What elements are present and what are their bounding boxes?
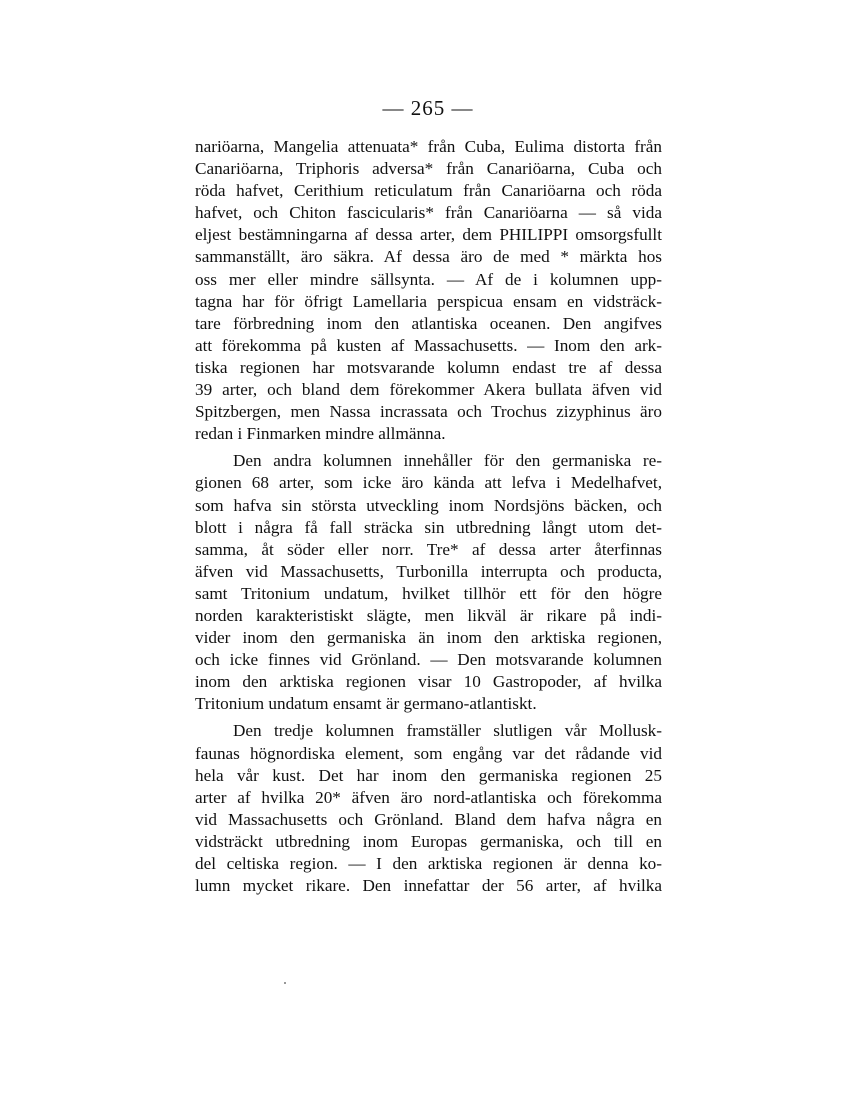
text-line: nariöarna, Mangelia attenuata* från Cuba, Eulima distorta från	[195, 137, 662, 156]
text-line: hafvet, och Chiton fascicularis* från Canariöarna — så vida	[195, 203, 662, 223]
text-line: att förekomma på kusten af Massachusetts. — Inom den ark-	[195, 335, 662, 355]
body-text	[195, 136, 662, 897]
text-line: samma, åt söder eller norr. Tre* af dessa arter återfinnas	[195, 539, 662, 559]
text-line: hela vår kust. Det har inom den germaniska regionen 25	[195, 765, 662, 785]
text-line: vider inom den germaniska än inom den arktiska regionen,	[195, 628, 662, 648]
text-line: eljest bestämningarna af dessa arter, dem PHILIPPI omsorgsfullt	[195, 225, 662, 245]
text-line: del celtiska region. — I den arktiska regionen är denna ko-	[195, 854, 662, 873]
text-line: gionen 68 arter, som icke äro kända att lefva i Medelhafvet,	[195, 473, 662, 493]
text-line: faunas högnordiska element, som engång var det rådande vid	[195, 743, 662, 763]
text-line: vid Massachusetts och Grönland. Bland dem hafva några en	[195, 809, 662, 829]
text-line: redan i Finmarken mindre allmänna.	[195, 424, 446, 444]
text-line: äfven vid Massachusetts, Turbonilla interrupta och producta,	[195, 561, 662, 581]
text-line: Den tredje kolumnen framställer slutligen vår Mollusk-	[233, 721, 662, 741]
text-line: tiska regionen har motsvarande kolumn endast tre af dessa	[195, 357, 662, 377]
text-line: tagna har för öfrigt Lamellaria perspicua ensam en vidsträck-	[195, 291, 662, 311]
text-line: Tritonium undatum ensamt är germano-atlantiskt.	[195, 694, 537, 714]
text-line: som hafva sin största utveckling inom Nordsjöns bäcken, och	[195, 495, 662, 515]
page-number: — 265 —	[382, 96, 474, 120]
text-line: lumn mycket rikare. Den innefattar der 56 arter, af hvilka	[195, 876, 662, 896]
paragraph-3	[195, 720, 662, 897]
paragraph-2	[195, 450, 662, 715]
text-line: oss mer eller mindre sällsynta. — Af de i kolumnen upp-	[195, 269, 662, 289]
text-line: blott i några få fall sträcka sin utbredning långt utom det-	[195, 517, 662, 537]
text-line: samt Tritonium undatum, hvilket tillhör ett för den högre	[195, 583, 662, 603]
text-line: tare förbredning inom den atlantiska oceanen. Den angifves	[195, 313, 662, 333]
text-line: Canariöarna, Triphoris adversa* från Canariöarna, Cuba och	[195, 159, 662, 179]
text-line: arter af hvilka 20* äfven äro nord-atlantiska och förekomma	[195, 787, 662, 807]
paragraph-1	[195, 136, 662, 445]
text-line: och icke finnes vid Grönland. — Den motsvarande kolumnen	[195, 650, 662, 670]
text-line: 39 arter, och bland dem förekommer Akera bullata äfven vid	[195, 380, 662, 400]
text-line: sammanställt, äro säkra. Af dessa äro de med * märkta hos	[195, 247, 662, 267]
text-line: Den andra kolumnen innehåller för den germaniska re-	[233, 451, 662, 471]
text-line: inom den arktiska regionen visar 10 Gastropoder, af hvilka	[195, 672, 662, 692]
text-line: norden karakteristiskt slägte, men likväl är rikare på indi-	[195, 605, 662, 625]
text-line: Spitzbergen, men Nassa incrassata och Trochus zizyphinus äro	[195, 402, 662, 422]
text-line: vidsträckt utbredning inom Europas germaniska, och till en	[195, 831, 662, 851]
text-line: röda hafvet, Cerithium reticulatum från Canariöarna och röda	[195, 181, 662, 201]
paper-speck	[284, 982, 286, 984]
